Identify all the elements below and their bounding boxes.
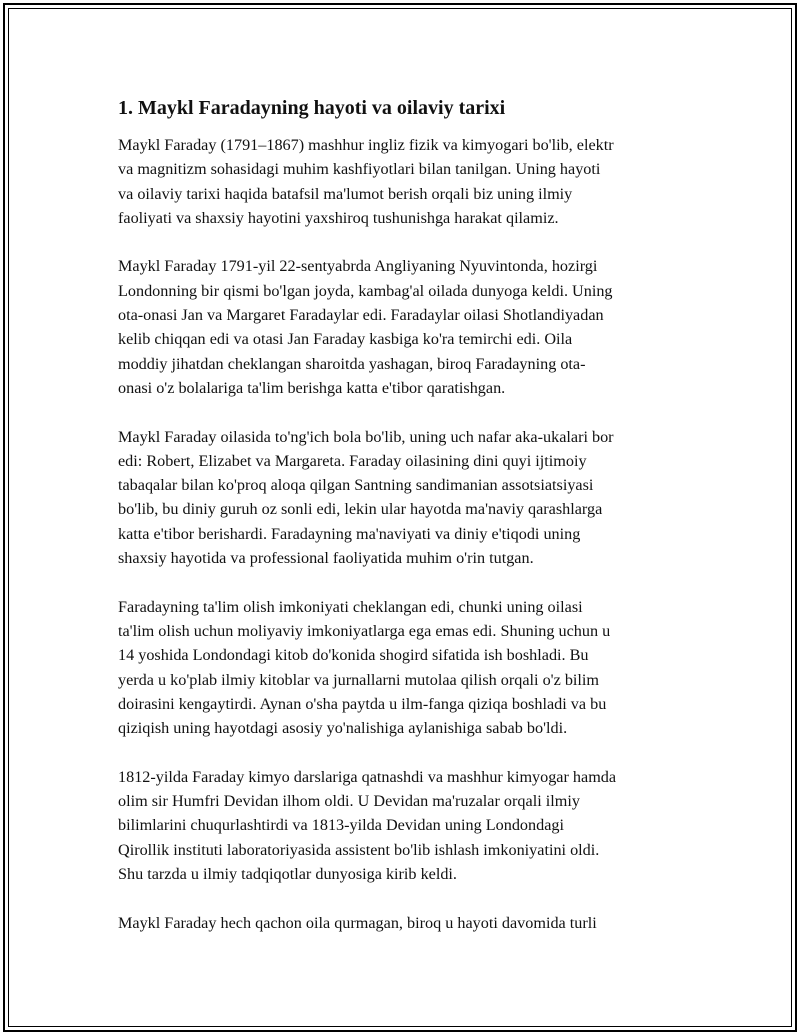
paragraph-line: bilimlarini chuqurlashtirdi va 1813-yilda Devidan uning Londondagi xyxy=(118,816,564,835)
paragraph-line: va magnitizm sohasidagi muhim kashfiyotlari bilan tanilgan. Uning hayoti xyxy=(118,160,601,179)
paragraph xyxy=(118,133,693,230)
document-body xyxy=(118,133,693,935)
paragraph-line: Faradayning ta'lim olish imkoniyati cheklangan edi, chunki uning oilasi xyxy=(118,597,583,616)
paragraph-line: bo'lib, bu diniy guruh oz sonli edi, lekin ular hayotda ma'naviy qarashlarga xyxy=(118,500,603,519)
paragraph xyxy=(118,765,693,886)
paragraph-line: onasi o'z bolalariga ta'lim berishga katta e'tibor qaratishgan. xyxy=(118,378,506,397)
paragraph-line: ota-onasi Jan va Margaret Faradaylar edi. Faradaylar oilasi Shotlandiyadan xyxy=(118,306,604,325)
paragraph-line: Qirollik instituti laboratoriyasida assistent bo'lib ishlash imkoniyatini oldi. xyxy=(118,840,600,859)
paragraph-line: Londonning bir qismi bo'lgan joyda, kambag'al oilada dunyoga keldi. Uning xyxy=(118,281,613,300)
paragraph-line: ta'lim olish uchun moliyaviy imkoniyatlarga ega emas edi. Shuning uchun u xyxy=(118,621,611,640)
paragraph xyxy=(118,425,693,571)
paragraph-line: kelib chiqqan edi va otasi Jan Faraday kasbiga ko'ra temirchi edi. Oila xyxy=(118,330,573,349)
paragraph-line: qiziqish uning hayotdagi asosiy yo'nalishiga aylanishiga sabab bo'ldi. xyxy=(118,719,568,738)
paragraph-line: katta e'tibor berishardi. Faradayning ma'naviyati va diniy e'tiqodi uning xyxy=(118,524,581,543)
paragraph-line: va oilaviy tarixi haqida batafsil ma'lumot berish orqali biz uning ilmiy xyxy=(118,184,573,203)
paragraph xyxy=(118,254,693,400)
paragraph-line: faoliyati va shaxsiy hayotini yaxshiroq tushunishga harakat qilamiz. xyxy=(118,208,559,227)
paragraph-line: moddiy jihatdan cheklangan sharoitda yashagan, biroq Faradayning ota- xyxy=(118,354,586,373)
section-heading: 1. Maykl Faradayning hayoti va oilaviy tarixi xyxy=(118,97,506,119)
paragraph xyxy=(118,595,693,741)
paragraph-line: yerda u ko'plab ilmiy kitoblar va jurnallarni mutolaa qilish orqali o'z bilim xyxy=(118,670,600,689)
paragraph-line: doirasini kengaytirdi. Aynan o'sha paytda u ilm-fanga qiziqa boshladi va bu xyxy=(118,694,607,713)
document-content xyxy=(118,94,693,959)
paragraph-line: Maykl Faraday hech qachon oila qurmagan, biroq u hayoti davomida turli xyxy=(118,913,597,932)
paragraph-line: Maykl Faraday (1791–1867) mashhur ingliz fizik va kimyogari bo'lib, elektr xyxy=(118,136,614,154)
paragraph-line: shaxsiy hayotida va professional faoliyatida muhim o'rin tutgan. xyxy=(118,549,534,568)
paragraph-line: Maykl Faraday 1791-yil 22-sentyabrda Angliyaning Nyuvintonda, hozirgi xyxy=(118,257,598,276)
paragraph-line: Maykl Faraday oilasida to'ng'ich bola bo'lib, uning uch nafar aka-ukalari bor xyxy=(118,427,614,446)
paragraph-line: Shu tarzda u ilmiy tadqiqotlar dunyosiga kirib keldi. xyxy=(118,864,457,883)
paragraph-line: tabaqalar bilan ko'proq aloqa qilgan Santning sandimanian assotsiatsiyasi xyxy=(118,476,594,495)
paragraph-line: olim sir Humfri Devidan ilhom oldi. U Devidan ma'ruzalar orqali ilmiy xyxy=(118,792,580,811)
paragraph-line: 14 yoshida Londondagi kitob do'konida shogird sifatida ish boshladi. Bu xyxy=(118,646,589,665)
paragraph xyxy=(118,911,693,935)
paragraph-line: edi: Robert, Elizabet va Margareta. Faraday oilasining dini quyi ijtimoiy xyxy=(118,451,587,470)
paragraph-line: 1812-yilda Faraday kimyo darslariga qatnashdi va mashhur kimyogar hamda xyxy=(118,767,617,786)
